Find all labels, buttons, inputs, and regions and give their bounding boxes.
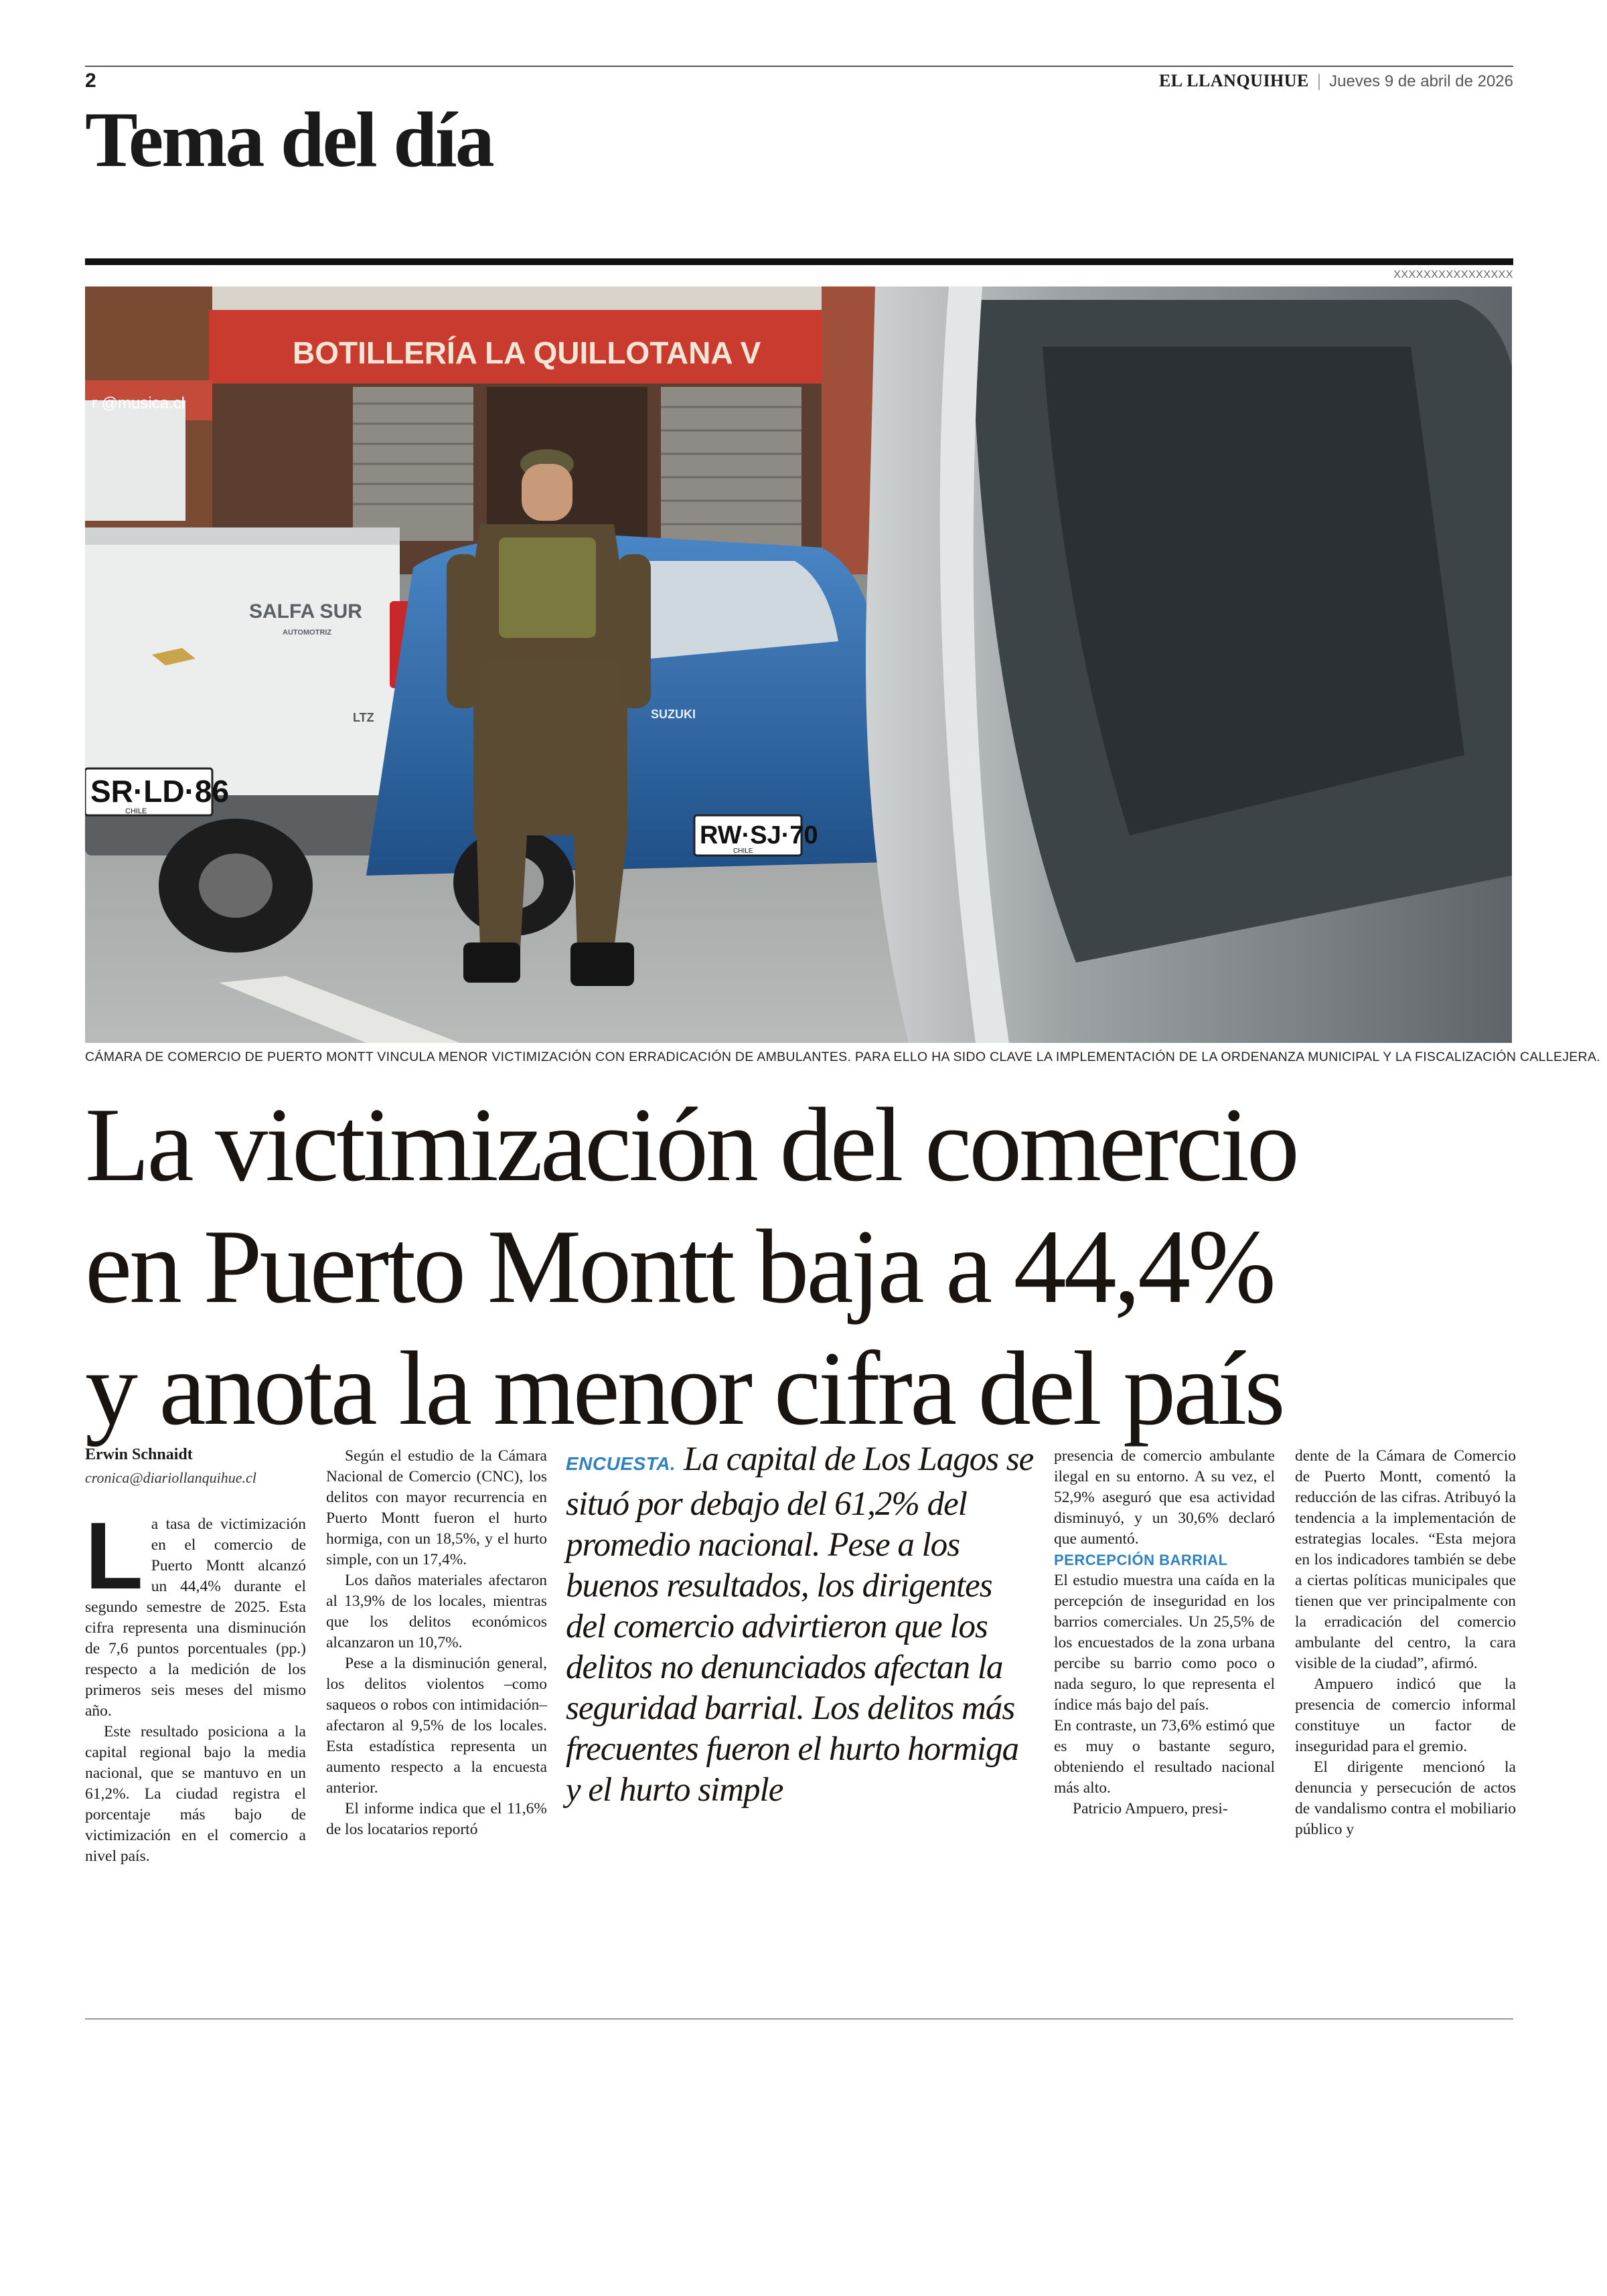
article-column-1 (85, 1503, 306, 1867)
article-column-4 (1054, 1446, 1275, 1819)
pull-quote (566, 1439, 1035, 1811)
article-column-2 (326, 1446, 547, 1840)
photo-sign-left-text: r @musica.cl (92, 394, 185, 412)
byline (85, 1446, 256, 1487)
headline-line-2: en Puerto Montt baja a 44,4% (85, 1208, 1274, 1325)
truck-plate-text: SR·LD·86 (90, 774, 230, 809)
car-brand-text: SUZUKI (651, 708, 696, 721)
pull-quote-text: Lagos se situó por debajo del 61,2% del promedio nacional. Pese a los buenos resultados, los dirigentes del comercio advirtieron que los delitos no denunciados afectan la seguridad barrial. Los delitos más frecuentes fueron el hurto hormiga y el hurto simple (566, 1441, 1034, 1809)
paragraph: Este resultado posiciona a la capital regional bajo la media nacional, que se mantuvo en un 61,2%. La ciudad registra el porcentaje más bajo de victimización en el comercio a nivel país. (85, 1723, 306, 1865)
pull-quote-label: ENCUESTA. (566, 1453, 676, 1474)
photo-sign-text: BOTILLERÍA LA QUILLOTANA V (293, 335, 761, 370)
paragraph: Patricio Ampuero, presi- (1073, 1800, 1228, 1817)
section-title: Tema del día (85, 96, 493, 183)
headline-line-3: y anota la menor cifra del país (85, 1330, 1283, 1447)
truck-decal-text: SALFA SUR (249, 600, 362, 623)
issue-date: Jueves 9 de abril de 2026 (1329, 72, 1513, 90)
article-column-5 (1295, 1446, 1516, 1840)
car-plate-text: RW·SJ·70 (700, 821, 818, 849)
paragraph: En contraste, un 73,6% estimó que es muy o bastante seguro, obteniendo el resultado nacional más alto. (1054, 1717, 1275, 1797)
masthead-separator: | (1317, 71, 1321, 90)
headline-line-1: La victimización del comercio (85, 1086, 1297, 1204)
truck-model-text: LTZ (353, 711, 374, 724)
paragraph: a tasa de victimización en el comercio de Puerto Montt alcanzó un 44,4% durante el segundo semestre de 2025. Esta cifra representa una disminución de 7,6 puntos porcentuales (pp.) respecto a la medición de los primeros seis meses del mismo año. (85, 1515, 306, 1720)
page-number: 2 (85, 70, 96, 92)
street-scene-illustration (85, 286, 1512, 1043)
headline (85, 1084, 1518, 1450)
truck-plate-country: CHILE (125, 807, 147, 815)
paragraph: Ampuero indicó que la presencia de comercio informal constituye un factor de inseguridad para el gremio. (1295, 1675, 1516, 1755)
shutter (661, 387, 801, 554)
lead-photo (85, 286, 1512, 1043)
paragraph: presencia de comercio ambulante ilegal en su entorno. A su vez, el 52,9% aseguró que esa actividad disminuyó, y un 30,6% declaró que aumentó. (1054, 1447, 1275, 1548)
top-rule (85, 66, 1513, 67)
author-email: cronica@diariollanquihue.cl (85, 1469, 256, 1486)
drop-cap: L (85, 1503, 143, 1609)
paragraph: Según el estudio de la Cámara Nacional de Comercio (CNC), los delitos con mayor recurrencia en Puerto Montt fueron el hurto hormiga, con un 18,5%, y el hurto simple, con un 17,4%. (326, 1447, 547, 1568)
photo-credit: XXXXXXXXXXXXXXXX (1393, 269, 1513, 280)
subheading: PERCEPCIÓN BARRIAL (1054, 1552, 1228, 1568)
truck-decal-sub-text: AUTOMOTRIZ (283, 629, 332, 637)
pull-quote-lead: La capital de Los (683, 1441, 911, 1478)
author-name: Erwin Schnaidt (85, 1446, 193, 1463)
paragraph: Los daños materiales afectaron al 13,9% de los locales, mientras que los delitos económicos alcanzaron un 10,7%. (326, 1572, 547, 1651)
section-rule (85, 258, 1513, 265)
pickup-truck (85, 400, 185, 521)
masthead-line (1159, 71, 1513, 91)
paragraph: El informe indica que el 11,6% de los locatarios reportó (326, 1800, 547, 1838)
publication-name: EL LLANQUIHUE (1158, 71, 1309, 90)
paragraph: Pese a la disminución general, los delitos violentos –como saqueos o robos con intimidación– afectaron al 9,5% de los locales. Esta estadística representa un aumento respecto a la encuesta anterior. (326, 1655, 547, 1797)
paragraph: El estudio muestra una caída en la percepción de inseguridad en los barrios comerciales. Un 25,5% de los encuestados de la zona urbana percibe su barrio como poco o nada seguro, lo que representa el índice más bajo del país. (1054, 1572, 1275, 1714)
paragraph: El dirigente mencionó la denuncia y persecución de actos de vandalismo contra el mobiliario público y (1295, 1758, 1516, 1838)
photo-caption: CÁMARA DE COMERCIO DE PUERTO MONTT VINCULA MENOR VICTIMIZACIÓN CON ERRADICACIÓN DE AMBULANTES. PARA ELLO HA SIDO CLAVE LA IMPLEMENTACIÓN DE LA ORDENANZA MUNICIPAL Y LA FISCALIZACIÓN CALLEJERA. (85, 1050, 1601, 1064)
bottom-rule (85, 2018, 1513, 2020)
paragraph: dente de la Cámara de Comercio de Puerto Montt, comentó la reducción de las cifras. Atribuyó la tendencia a la implementación de estrategias locales. “Esta mejora en los indicadores también se debe a ciertas políticas municipales que tienen que ver principalmente con la erradicación del comercio ambulante del centro, la cara visible de la ciudad”, afirmó. (1295, 1447, 1516, 1672)
car-plate-country: CHILE (733, 847, 753, 855)
